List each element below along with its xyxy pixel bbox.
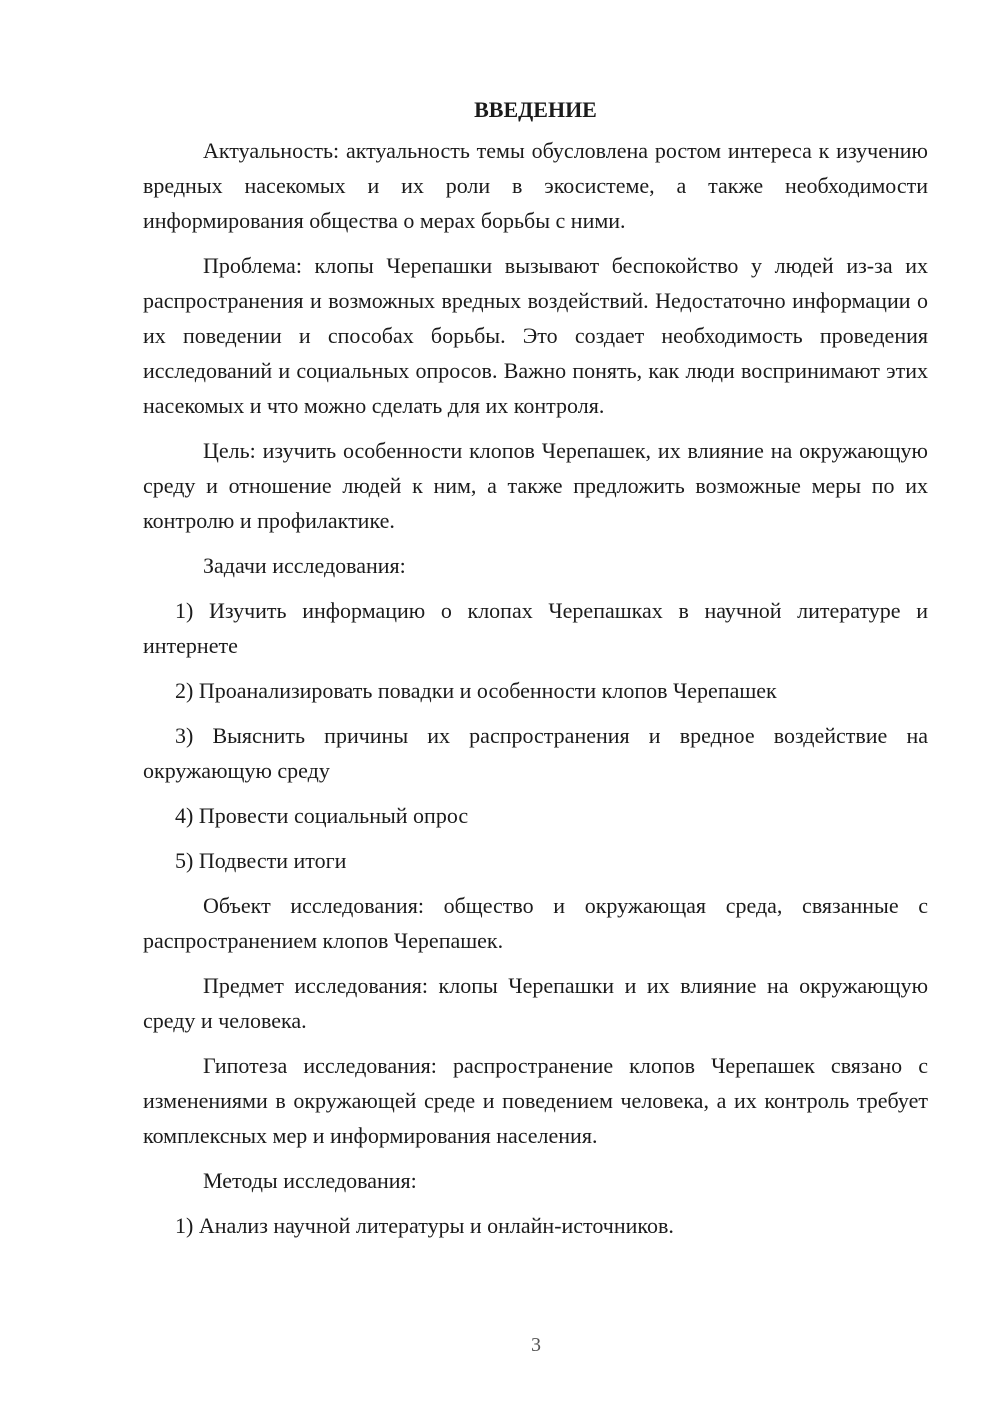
tasks-title: Задачи исследования:: [203, 553, 406, 578]
list-item: 1) Изучить информацию о клопах Черепашках в научной литературе и интернете: [143, 598, 928, 658]
page-body: [143, 86, 928, 1253]
list-item: 2) Проанализировать повадки и особенности клопов Черепашек: [175, 678, 777, 703]
object-paragraph: Объект исследования: общество и окружающая среда, связанные с распространением клопов Черепашек.: [143, 893, 928, 953]
methods-title: Методы исследования:: [203, 1168, 417, 1193]
hypothesis-paragraph: Гипотеза исследования: распространение клопов Черепашек связано с изменениями в окружающей среде и поведением человека, а их контроль требует комплексных мер и информирования населения.: [143, 1053, 928, 1148]
relevance-paragraph: Актуальность: актуальность темы обусловлена ростом интереса к изучению вредных насекомых и их роли в экосистеме, а также необходимости информирования общества о мерах борьбы с ними.: [143, 138, 928, 233]
list-item: 4) Провести социальный опрос: [175, 803, 469, 828]
page-title: ВВЕДЕНИЕ: [474, 97, 597, 122]
list-item: 3) Выяснить причины их распространения и вредное воздействие на окружающую среду: [143, 723, 928, 783]
problem-paragraph: Проблема: клопы Черепашки вызывают беспокойство у людей из-за их распространения и возможных вредных воздействий. Недостаточно информации о их поведении и способах борьбы. Это создает необходимость проведения исследований и социальных опросов. Важно понять, как люди воспринимают этих насекомых и что можно сделать для их контроля.: [143, 253, 928, 418]
subject-paragraph: Предмет исследования: клопы Черепашки и их влияние на окружающую среду и человека.: [143, 973, 928, 1033]
list-item: 1) Анализ научной литературы и онлайн-источников.: [175, 1213, 674, 1238]
goal-paragraph: Цель: изучить особенности клопов Черепашек, их влияние на окружающую среду и отношение людей к ним, а также предложить возможные меры по их контролю и профилактике.: [143, 438, 928, 533]
page-number: 3: [531, 1334, 541, 1356]
list-item: 5) Подвести итоги: [175, 848, 347, 873]
